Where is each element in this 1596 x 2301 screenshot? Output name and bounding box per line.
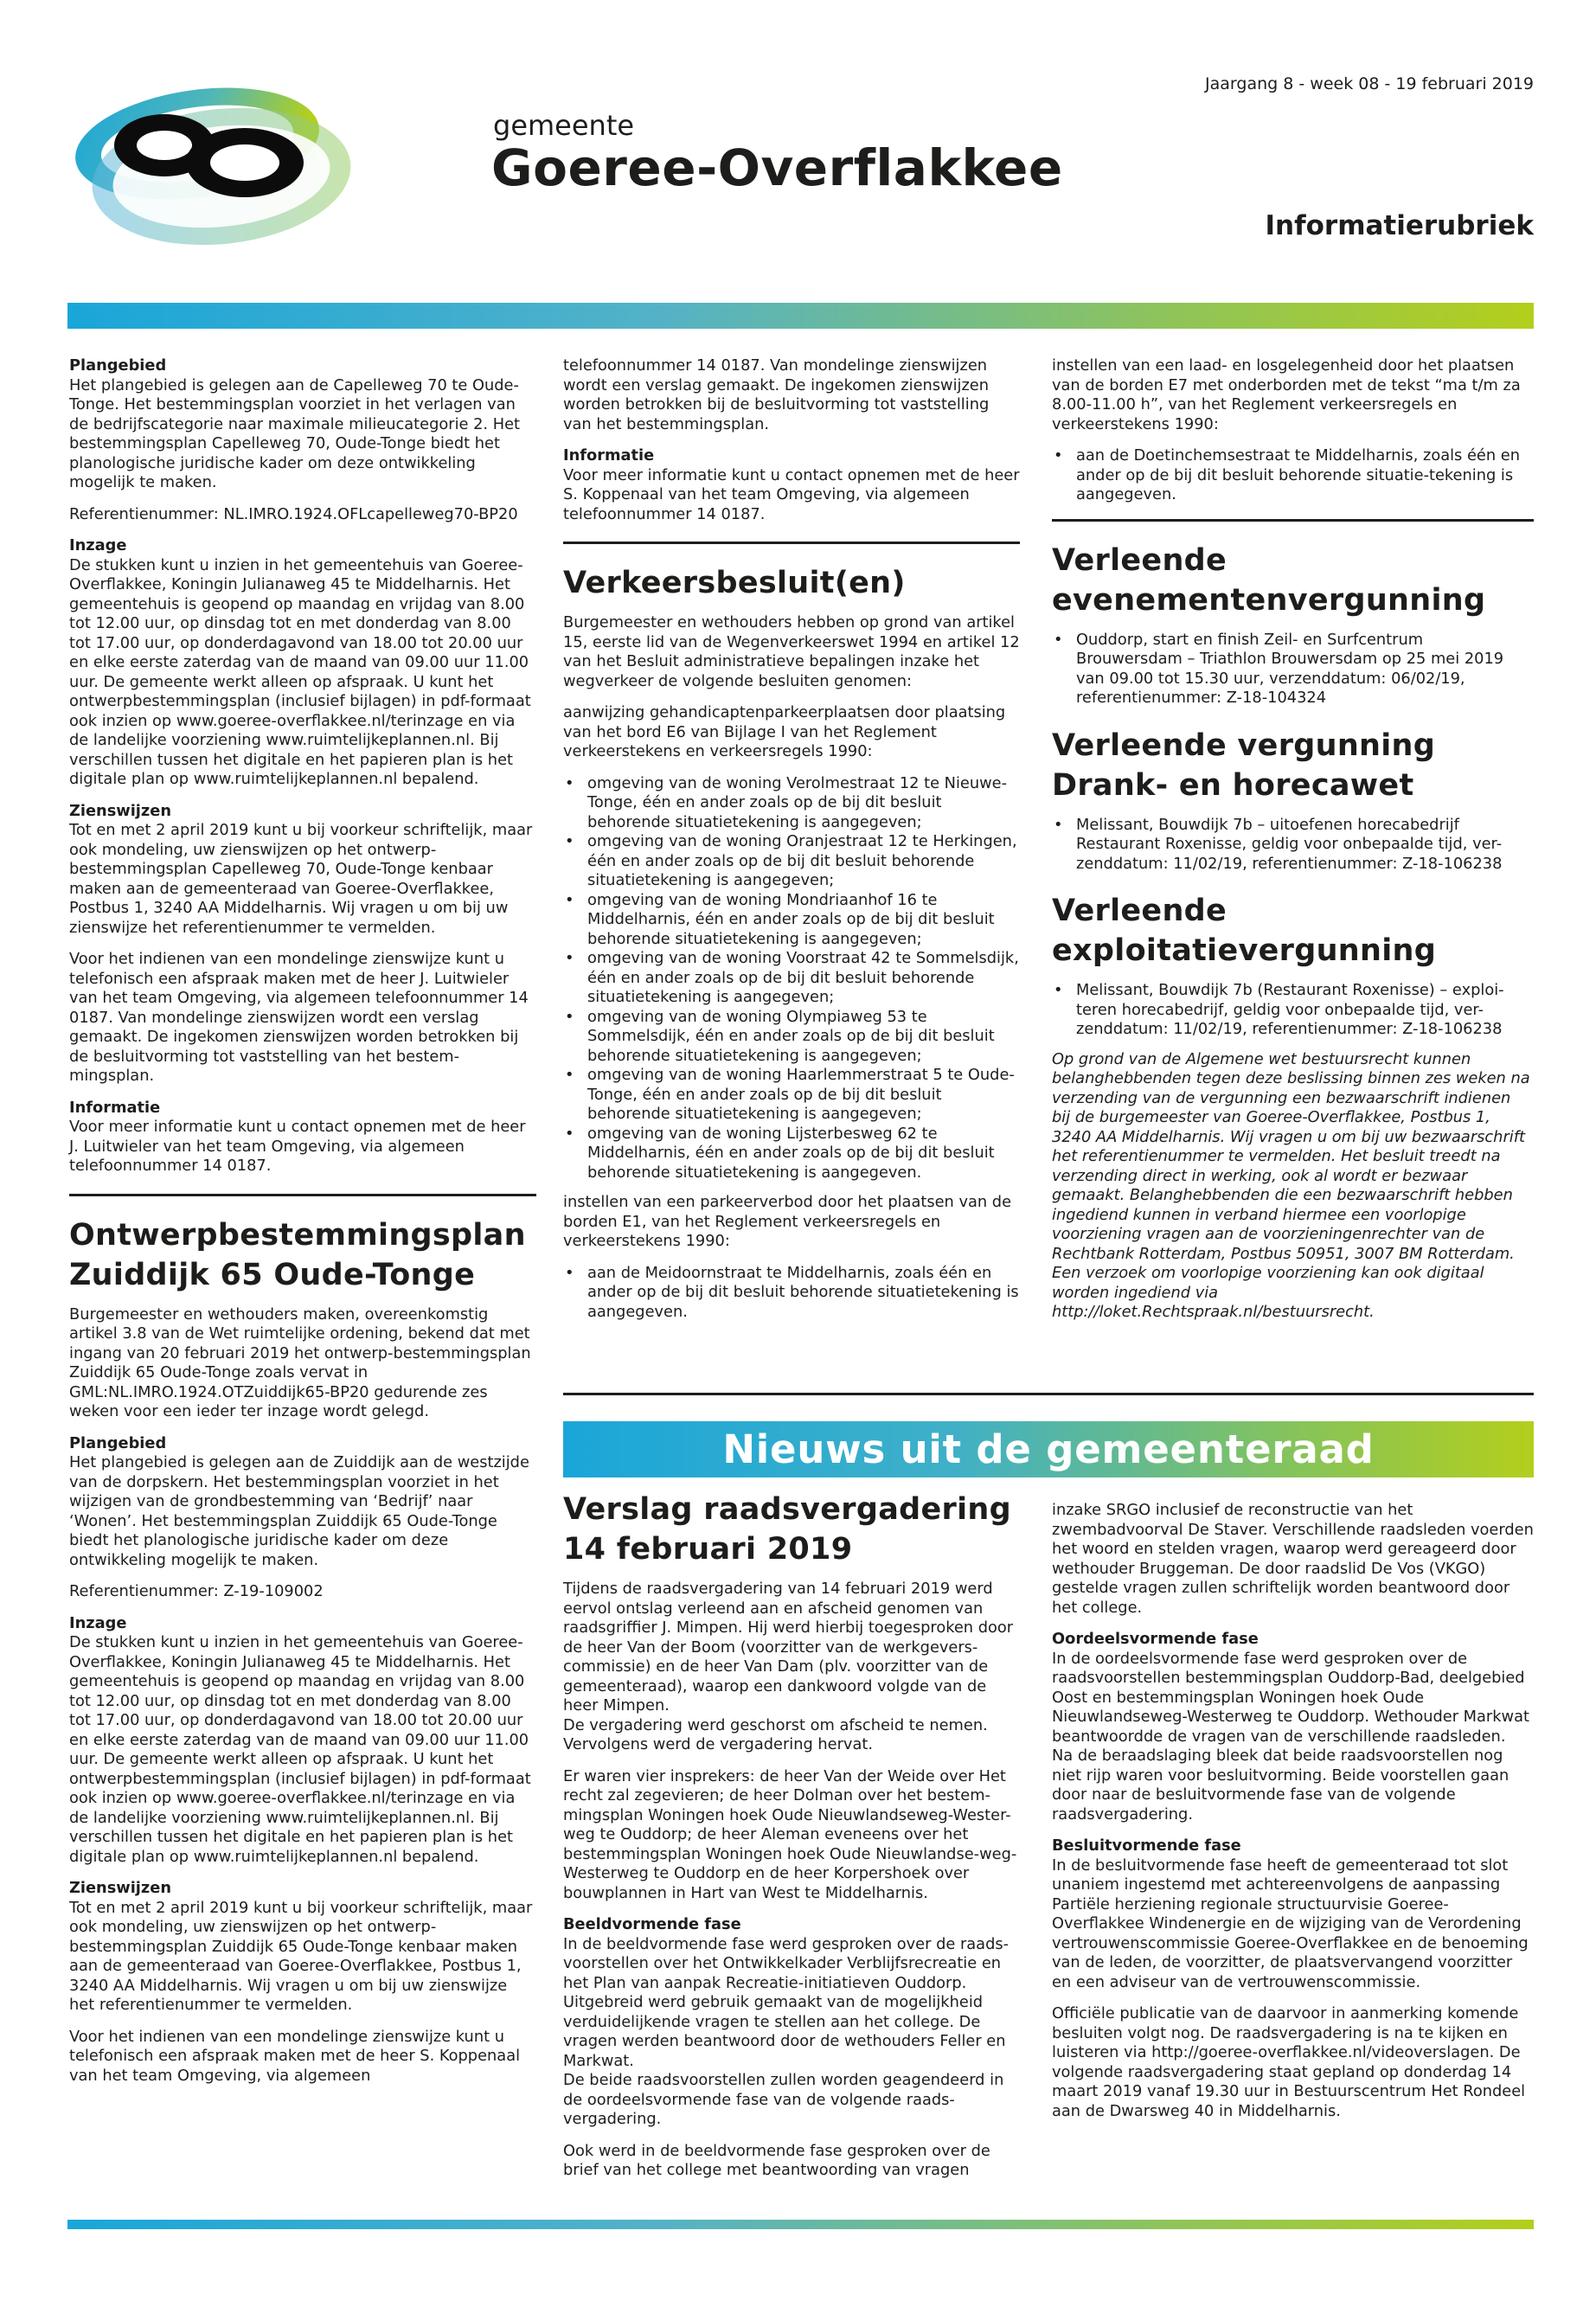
paragraph: Er waren vier insprekers: de heer Van der Weide over Het recht zal zegevieren; de heer Dolman over het bestem-mingsplan Woningen hoek Oude Nieuwlandseweg-Wester-weg te Ouddorp; de heer Aleman eveneens over het bestemmingsplan Woningen hoek Oude Nieuwlandse-weg-Westerweg te Ouddorp en de heer Korpershoek over bouwplannen in Hart van West te Middelharnis. (563, 1766, 1017, 1902)
column-2 (563, 356, 1020, 1332)
list-item: • omgeving van de woning Oranjestraat 12 te Herkingen, één en ander zoals op de bij dit besluit behorende situatietekening is aangegeven; (587, 832, 1020, 891)
subheading: Informatie (69, 1098, 161, 1117)
article-heading: Ontwerpbestemmingsplan Zuiddijk 65 Oude-Tonge (69, 1217, 526, 1292)
subheading: Plangebied (69, 356, 167, 375)
list-item: • aan de Meidoornstraat te Middelharnis, zoals één en ander op de bij dit besluit behorende situatietekening is aangegeven. (587, 1264, 1020, 1323)
footer-gradient-bar (67, 2220, 1534, 2229)
article-heading: Verleende evenementenvergunning (1052, 542, 1486, 618)
paragraph: Voor meer informatie kunt u contact opnemen met de heer S. Koppenaal van het team Omgeving, via algemeen telefoonnummer 14 0187. (563, 465, 1020, 523)
permit-list (1052, 631, 1534, 708)
list-item: • omgeving van de woning Mondriaanhof 16 te Middelharnis, één en ander zoals op de bij dit besluit behorende situatietekening is aangegeven; (587, 891, 1020, 950)
list-item: • Melissant, Bouwdijk 7b – uitoefenen horecabedrijf Restaurant Roxenisse, geldig voor onbepaalde tijd, ver-zenddatum: 11/02/19, referentienummer: Z-18-106238 (1076, 816, 1534, 875)
reference-number: Referentienummer: Z-19-109002 (69, 1582, 324, 1600)
paragraph: Voor het indienen van een mondelinge zienswijze kunt u telefonisch een afspraak maken met de heer S. Koppenaal van het team Omgeving, via algemeen (69, 2027, 521, 2085)
subheading: Zienswijzen (69, 1879, 171, 1897)
subheading: Oordeelsvormende fase (1052, 1630, 1259, 1648)
divider (69, 1194, 536, 1196)
news-column-2 (1052, 1501, 1534, 2133)
subheading: Plangebied (69, 1433, 167, 1452)
article-heading: Verleende vergunning Drank- en horecawet (1052, 727, 1436, 803)
paragraph: Officiële publicatie van de daarvoor in aanmerking komende besluiten volgt nog. De raadsvergadering is na te kijken en luisteren via http://goeree-overflakkee.nl/videoverslagen. De volgende raadsvergadering staat gepland op donderdag 14 maart 2019 vanaf 19.30 uur in Bestuurscentrum Het Rondeel aan de Dwarsweg 40 in Middelharnis. (1052, 2004, 1526, 2120)
paragraph: De stukken kunt u inzien in het gemeentehuis van Goeree-Overflakkee, Koningin Julianaweg 45 te Middelharnis. Het gemeentehuis is geopend op maandag en vrijdag van 8.00 tot 12.00 uur, op dinsdag tot en met donderdag van 8.00 tot 17.00 uur, op donderdagavond van 18.00 tot 20.00 uur en elke eerste zaterdag van de maand van 09.00 uur 11.00 uur. De gemeente werkt alleen op afspraak. U kunt het ontwerpbestemmingsplan (inclusief bijlagen) in pdf-formaat ook inzien op www.goeree-overflakkee.nl/terinzage en via de landelijke voorziening www.ruimtelijkeplannen.nl. Bij verschillen tussen het digitale en het papieren plan is het digitale plan op www.ruimtelijkeplannen.nl bepalend. (69, 1633, 531, 1866)
paragraph: Het plangebied is gelegen aan de Zuiddijk aan de westzijde van de dorpskern. Het bestemmingsplan voorziet in het wijzigen van de grondbestemming van ‘Bedrijf’ naar ‘Wonen’. Het bestemmingsplan Zuiddijk 65 Oude-Tonge biedt het planologische juridische kader om deze ontwikkeling mogelijk te maken. (69, 1453, 529, 1569)
paragraph: Burgemeester en wethouders hebben op grond van artikel 15, eerste lid van de Wegenverkeerswet 1994 en artikel 12 van het Besluit administratieve bepalingen inzake het wegverkeer de volgende besluiten genomen: (563, 613, 1020, 690)
paragraph: aanwijzing gehandicaptenparkeerplaatsen door plaatsing van het bord E6 van Bijlage I van het Reglement verkeerstekens en verkeersregels 1990: (563, 703, 1006, 760)
paragraph: De stukken kunt u inzien in het gemeentehuis van Goeree-Overflakkee, Koningin Julianaweg 45 te Middelharnis. Het gemeentehuis is geopend op maandag en vrijdag van 8.00 tot 12.00 uur, op dinsdag tot en met donderdag van 8.00 tot 17.00 uur, op donderdagavond van 18.00 tot 20.00 uur en elke eerste zaterdag van de maand van 09.00 uur 11.00 uur. De gemeente werkt alleen op afspraak. U kunt het ontwerpbestemmingsplan (inclusief bijlagen) in pdf-formaat ook inzien op www.goeree-overflakkee.nl/terinzage en via de landelijke voorziening www.ruimtelijkeplannen.nl. Bij verschillen tussen het digitale en het papieren plan is het digitale plan op www.ruimtelijkeplannen.nl bepalend. (69, 555, 531, 788)
paragraph: Voor het indienen van een mondelinge zienswijze kunt u telefonisch een afspraak maken met de heer J. Luitwieler van het team Omgeving, via algemeen telefoonnummer 14 0187. Van mondelinge zienswijzen wordt een verslag gemaakt. De ingekomen zienswijzen worden betrokken bij de besluitvorming tot vaststelling van het bestem-mingsplan. (69, 950, 529, 1085)
list-item: • omgeving van de woning Lijsterbesweg 62 te Middelharnis, één en ander zoals op de bij dit besluit behorende situatietekening is aangegeven. (587, 1125, 1020, 1183)
header-gradient-bar (67, 303, 1534, 329)
divider (563, 1393, 1534, 1395)
subheading: Informatie (563, 446, 655, 465)
permit-list (1052, 981, 1534, 1040)
list-item: • omgeving van de woning Voorstraat 42 te Sommelsdijk, één en ander zoals op de bij dit besluit behorende situatietekening is aangegeven; (587, 949, 1020, 1008)
paragraph: telefoonnummer 14 0187. Van mondelinge zienswijzen wordt een verslag gemaakt. De ingekomen zienswijzen worden betrokken bij de besluitvorming tot vaststelling van het bestemmingsplan. (563, 356, 990, 433)
paragraph: instellen van een laad- en losgelegenheid door het plaatsen van de borden E7 met onderborden met de tekst “ma t/m za 8.00-11.00 h”, van het Reglement verkeersregels en verkeerstekens 1990: (1052, 356, 1521, 433)
list-item: • omgeving van de woning Haarlemmerstraat 5 te Oude-Tonge, één en ander zoals op de bij dit besluit behorende situatietekening is aangegeven; (587, 1066, 1020, 1125)
legal-notice: Op grond van de Algemene wet bestuursrecht kunnen belanghebbenden tegen deze beslissing binnen zes weken na verzending van de vergunning een bezwaarschrift indienen bij de burgemeester van Goeree-Overflakkee, Postbus 1, 3240 AA Middelharnis. Wij vragen u om bij uw bezwaarschrift het referentienummer te vermelden. Het besluit treedt na verzending direct in werking, ook al wordt er bezwaar gemaakt. Belanghebbenden die een bezwaarschrift hebben ingediend kunnen in verband hiermee een voorlopige voorziening vragen aan de voorzieningenrechter van de Rechtbank Rotterdam, Postbus 50951, 3007 BM Rotterdam. Een verzoek om voorlopige voorziening kan ook digitaal worden ingediend via http://loket.Rechtspraak.nl/bestuursrecht. (1052, 1049, 1530, 1321)
section-title: Informatierubriek (1265, 210, 1534, 241)
paragraph: instellen van een parkeerverbod door het plaatsen van de borden E1, van het Reglement verkeersregels en verkeerstekens 1990: (563, 1193, 1012, 1250)
article-heading: Verkeersbesluit(en) (563, 566, 906, 600)
list-item: • omgeving van de woning Olympiaweg 53 te Sommelsdijk, één en ander zoals op de bij dit besluit behorende situatietekening is aangegeven; (587, 1008, 1020, 1067)
paragraph: inzake SRGO inclusief de reconstructie van het zwembadvoorval De Staver. Verschillende raadsleden voerden het woord en stelden vragen, waarop werd gereageerd door wethouder Bruggeman. De door raadslid De Vos (VKGO) gestelde vragen zullen schriftelijk worden beantwoord door het college. (1052, 1501, 1534, 1617)
paragraph: Burgemeester en wethouders maken, overeenkomstig artikel 3.8 van de Wet ruimtelijke ordening, bekend dat met ingang van 20 februari 2019 het ontwerp-bestemmingsplan Zuiddijk 65 Oude-Tonge zoals vervat in GML:NL.IMRO.1924.OTZuiddijk65-BP20 gedurende zes weken voor een ieder ter inzage wordt gelegd. (69, 1304, 531, 1420)
municipality-logo (67, 74, 500, 256)
paragraph: Tot en met 2 april 2019 kunt u bij voorkeur schriftelijk, maar ook mondeling, uw zienswijzen op het ontwerp-bestemmingsplan Zuiddijk 65 Oude-Tonge kenbaar maken aan de gemeenteraad van Goeree-Overflakkee, Postbus 1, 3240 AA Middelharnis. Wij vragen u om bij uw zienswijze het referentienummer te vermelden. (69, 1898, 533, 2014)
permit-list (1052, 816, 1534, 875)
list-item: • aan de Doetinchemsestraat te Middelharnis, zoals één en ander op de bij dit besluit behorende situatie-tekening is aangegeven. (1076, 446, 1534, 505)
paragraph: Tot en met 2 april 2019 kunt u bij voorkeur schriftelijk, maar ook mondeling, uw zienswijzen op het ontwerp-bestemmingsplan Capelleweg 70, Oude-Tonge kenbaar maken aan de gemeenteraad van Goeree-Overflakkee, Postbus 1, 3240 AA Middelharnis. Wij vragen u om bij uw zienswijze het referentienummer te vermelden. (69, 821, 533, 937)
paragraph: In de oordeelsvormende fase werd gesproken over de raadsvoorstellen bestemmingsplan Ouddorp-Bad, deelgebied Oost en bestemmingsplan Woningen hoek Oude Nieuwlandseweg-Westerweg te Ouddorp. Wethouder Markwat beantwoordde de vragen van de verschillende raadsleden. Na de beraadslaging bleek dat beide raadsvoorstellen nog niet rijp waren voor besluitvorming. Beide voorstellen gaan door naar de besluitvormende fase van de volgende raadsvergadering. (1052, 1649, 1529, 1823)
subheading: Beeldvormende fase (563, 1915, 741, 1933)
paragraph: Ook werd in de beeldvormende fase gesproken over de brief van het college met beantwoording van vragen (563, 2141, 990, 2179)
column-1 (69, 356, 536, 2098)
paragraph: In de besluitvormende fase heeft de gemeenteraad tot slot unaniem ingestemd met achtereenvolgens de aanpassing Partiële herziening regionale structuurvisie Goeree-Overflakkee Windenergie en de wijziging van de Verordening vertrouwenscommissie Goeree-Overflakkee en de benoeming van de leden, de voorzitter, de plaatsvervangend voorzitter en een adviseur van de vertrouwenscommissie. (1052, 1856, 1529, 1991)
decision-list (563, 1264, 1020, 1323)
reference-number: Referentienummer: NL.IMRO.1924.OFLcapelleweg70-BP20 (69, 504, 518, 523)
article-heading: Verleende exploitatievergunning (1052, 894, 1437, 968)
municipality-name: Goeree-Overflakkee (491, 138, 1063, 197)
paragraph: In de beeldvormende fase werd gesproken over de raads-voorstellen over het Ontwikkelkader Verblijfsrecreatie en het Plan van aanpak Recreatie-initiatieven Ouddorp. Uitgebreid werd gebruik gemaakt van de mogelijkheid verduidelijkende vragen te stellen aan het college. De vragen werden beantwoord door de wethouders Feller en Markwat. De beide raadsvoorstellen zullen worden geagendeerd in de oordeelsvormende fase van de volgende raads-vergadering. (563, 1934, 1010, 2128)
logo-gemeente-text: gemeente (493, 109, 635, 142)
paragraph: Tijdens de raadsvergadering van 14 februari 2019 werd eervol ontslag verleend aan en afscheid genomen van raadsgriffier J. Mimpen. Hij werd hierbij toegesproken door de heer Van der Boom (voorzitter van de werkgevers-commissie) en de heer Van Dam (plv. voorzitter van de gemeenteraad), waarop een dankwoord volgde van de heer Mimpen. De vergadering werd geschorst om afscheid te nemen. Vervolgens werd de vergadering hervat. (563, 1580, 1014, 1753)
column-3 (1052, 356, 1534, 1335)
divider (563, 542, 1020, 544)
decision-list (1052, 446, 1534, 505)
subheading: Inzage (69, 536, 127, 554)
subheading: Inzage (69, 1613, 127, 1632)
subheading: Zienswijzen (69, 801, 171, 820)
edition-line: Jaargang 8 - week 08 - 19 februari 2019 (1205, 74, 1534, 93)
paragraph: Het plangebied is gelegen aan de Capelleweg 70 te Oude-Tonge. Het bestemmingsplan voorziet in het verlagen van de bedrijfscategorie naar maximale milieucategorie 2. Het bestemmingsplan Capelleweg 70, Oude-Tonge biedt het planologische juridische kader om deze ontwikkeling mogelijk te maken. (69, 375, 520, 491)
article-heading: Verslag raadsvergadering 14 februari 2019 (563, 1492, 1011, 1567)
list-item: • omgeving van de woning Verolmestraat 12 te Nieuwe-Tonge, één en ander zoals op de bij dit besluit behorende situatietekening is aangegeven; (587, 774, 1020, 833)
news-column-1 (563, 1490, 1020, 2193)
list-item: • Ouddorp, start en finish Zeil- en Surfcentrum Brouwersdam – Triathlon Brouwersdam op 25 mei 2019 van 09.00 tot 15.30 uur, verzenddatum: 06/02/19, referentienummer: Z-18-104324 (1076, 631, 1534, 708)
decision-list (563, 774, 1020, 1183)
divider (1052, 519, 1534, 522)
news-banner: Nieuws uit de gemeenteraad (563, 1421, 1534, 1477)
subheading: Besluitvormende fase (1052, 1836, 1241, 1855)
list-item: • Melissant, Bouwdijk 7b (Restaurant Roxenisse) – exploi-teren horecabedrijf, geldig voor onbepaalde tijd, ver-zenddatum: 11/02/19, referentienummer: Z-18-106238 (1076, 981, 1534, 1040)
paragraph: Voor meer informatie kunt u contact opnemen met de heer J. Luitwieler van het team Omgeving, via algemeen telefoonnummer 14 0187. (69, 1118, 526, 1175)
